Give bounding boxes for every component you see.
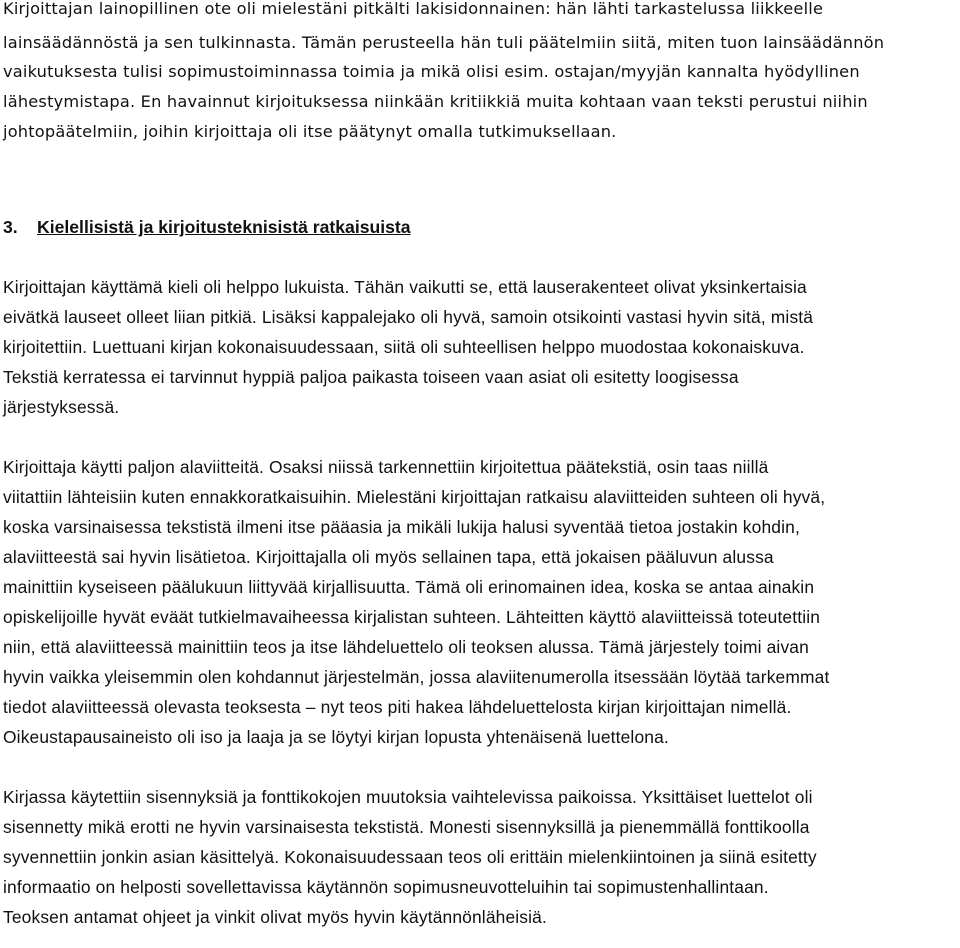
text-line: syvennettiin jonkin asian käsittelyä. Kokonaisuudessaan teos oli erittäin mielenkiintoinen ja siinä esitetty (3, 847, 817, 867)
text-line: sisennetty mikä erotti ne hyvin varsinaisesta tekstistä. Monesti sisennyksillä ja pienemmällä fonttikoolla (3, 817, 810, 837)
text-line: viitattiin lähteisiin kuten ennakkoratkaisuihin. Mielestäni kirjoittajan ratkaisu alaviitteiden suhteen oli hyvä, (3, 487, 826, 507)
text-line: opiskelijoille hyvät eväät tutkielmavaiheessa kirjalistan suhteen. Lähteitten käyttö alaviitteissä toteutettiin (3, 607, 821, 627)
text-line: Kirjoittajan lainopillinen ote oli mielestäni pitkälti lakisidonnainen: hän lähti tarkastelussa liikkeelle (3, 0, 824, 18)
section-title: Kielellisistä ja kirjoitusteknisistä ratkaisuista (37, 217, 411, 237)
text-line: informaatio on helposti sovellettavissa käytännön sopimusneuvotteluihin tai sopimustenhallintaan. (3, 877, 769, 897)
text-line: Tekstiä kerratessa ei tarvinnut hyppiä paljoa paikasta toiseen vaan asiat oli esitetty loogisessa (3, 367, 739, 387)
text-line: niin, että alaviitteessä mainittiin teos ja itse lähdeluettelo oli teoksen alussa. Tämä järjestely toimi aivan (3, 637, 809, 657)
text-line: lähestymistapa. En havainnut kirjoituksessa niinkään kritiikkiä muita kohtaan vaan teksti perustui niihin (3, 92, 868, 111)
text-line: Kirjassa käytettiin sisennyksiä ja fonttikokojen muutoksia vaihtelevissa paikoissa. Yksittäiset luettelot oli (3, 787, 813, 807)
text-line: eivätkä lauseet olleet liian pitkiä. Lisäksi kappalejako oli hyvä, samoin otsikointi vastasi hyvin sitä, mistä (3, 307, 814, 327)
text-line: mainittiin kyseiseen päälukuun liittyvää kirjallisuutta. Tämä oli erinomainen idea, koska se antaa ainakin (3, 577, 815, 597)
text-line: Kirjoittajan käyttämä kieli oli helppo lukuista. Tähän vaikutti se, että lauserakenteet olivat yksinkertaisia (3, 277, 807, 297)
text-line: Oikeustapausaineisto oli iso ja laaja ja se löytyi kirjan lopusta yhtenäisenä luettelona. (3, 727, 669, 747)
text-line: järjestyksessä. (3, 397, 120, 417)
text-line: koska varsinaisessa tekstistä ilmeni itse pääasia ja mikäli lukija halusi syventää tietoa jostakin kohdin, (3, 517, 800, 537)
text-line: vaikutuksesta tulisi sopimustoiminnassa toimia ja mikä olisi esim. ostajan/myyjän kannalta hyödyllinen (3, 62, 860, 81)
text-line: alaviitteestä sai hyvin lisätietoa. Kirjoittajalla oli myös sellainen tapa, että jokaisen pääluvun alussa (3, 547, 774, 567)
text-line: johtopäätelmiin, joihin kirjoittaja oli itse päätynyt omalla tutkimuksellaan. (3, 122, 617, 141)
text-line: Kirjoittaja käytti paljon alaviitteitä. Osaksi niissä tarkennettiin kirjoitettua päätekstiä, osin taas niillä (3, 457, 769, 477)
section-heading (3, 216, 411, 238)
text-line: tiedot alaviitteessä olevasta teoksesta – nyt teos piti hakea lähdeluettelosta kirjan kirjoittajan nimellä. (3, 697, 792, 717)
text-line: kirjoitettiin. Luettuani kirjan kokonaisuudessaan, siitä oli suhteellisen helppo muodostaa kokonaiskuva. (3, 337, 805, 357)
section-number: 3. (3, 217, 18, 237)
text-line: Teoksen antamat ohjeet ja vinkit olivat myös hyvin käytännönläheisiä. (3, 907, 547, 927)
text-line: lainsäädännöstä ja sen tulkinnasta. Tämän perusteella hän tuli päätelmiin siitä, miten tuon lainsäädännön (3, 33, 885, 52)
text-line: hyvin vaikka yleisemmin olen kohdannut järjestelmän, jossa alaviitenumerolla itsessään löytää tarkemmat (3, 667, 830, 687)
